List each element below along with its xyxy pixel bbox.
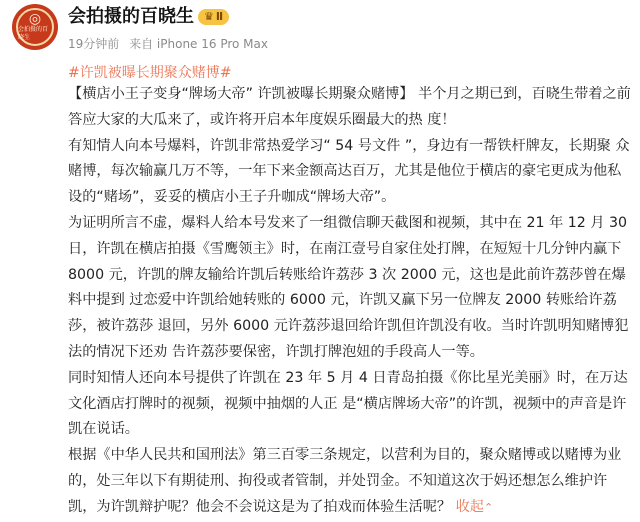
post-paragraph: 为证明所言不虚，爆料人给本号发来了一组微信聊天截图和视频，其中在 21 年 12 月 30 日，许凯在横店拍摄《雪鹰领主》时，在南江壹号自家住处打牌，在短短十几分钟内赢下 8000 元，许凯的牌友输给许凯后转账给许荔莎 3 次 2000 元，这也是此前许荔莎曾在爆料中提到 过恋爱中许凯给她转账的 6000 元，许凯又赢下另一位牌友 2000 转账给许荔莎，被许荔莎 退回，另外 6000 元许荔莎退回给许凯但许凯没有收。当时许凯明知赌博犯法的情况下还劝 告许荔莎要保密，许凯打牌泡妞的手段高人一等。: [68, 214, 629, 360]
author-name[interactable]: 会拍摄的百晓生: [68, 6, 194, 27]
post-paragraph: [68, 443, 634, 520]
post-meta: [68, 36, 274, 52]
avatar-logo: [16, 8, 54, 46]
crown-icon: ♛: [204, 10, 214, 23]
author-avatar[interactable]: [12, 4, 58, 50]
post-body: [68, 82, 634, 521]
avatar-logo-text: 会拍摄的百晓生: [18, 26, 49, 41]
post-paragraph: 同时知情人还向本号提供了许凯在 23 年 5 月 4 日青岛拍摄《你比星光美丽》时，在万达文化酒店打牌时的视频，视频中抽烟的人正 是“横店牌场大帝”的许凯，视频中的声音是许凯在说话。: [68, 369, 628, 438]
post-time: 19分钟前: [68, 37, 120, 51]
vip-badge-level: Ⅱ: [215, 10, 224, 23]
camera-logo-icon: ◎: [28, 11, 42, 27]
post-paragraph: 有知情人向本号爆料，许凯非常热爱学习“ 54 号文件 ”，身边有一帮铁杆牌友，长期聚 众赌博，每次输赢几万不等，一年下来金额高达百万，尤其是他位于横店的豪宅更成为他私 设的“赌场”，妥妥的横店小王子升咖成“牌场大帝”。: [68, 137, 630, 206]
vip-badge[interactable]: [198, 9, 229, 25]
post-paragraph-text: 根据《中华人民共和国刑法》第三百零三条规定，以营利为目的，聚众赌博或以赌博为业 的，处三年以下有期徒刑、拘役或者管制，并处罚金。不知道这次于妈还想怎么维护许凯，为许凯辩护呢？他会不会说这是为了拍戏而体验生活呢？: [68, 447, 622, 515]
post-paragraph: 【横店小王子变身“牌场大帝” 许凯被曝长期聚众赌博】 半个月之期已到，百晓生带着之前答应大家的大瓜来了，或许将开启本年度娱乐圈最大的热 度！: [68, 86, 631, 128]
collapse-label: 收起: [455, 498, 484, 515]
topic-hashtag[interactable]: #许凯被曝长期聚众赌博#: [68, 65, 232, 81]
post-source: 来自 iPhone 16 Pro Max: [129, 37, 268, 51]
post-header: [0, 0, 640, 58]
chevron-up-icon: ⌃: [483, 500, 494, 514]
collapse-link[interactable]: [456, 499, 494, 515]
